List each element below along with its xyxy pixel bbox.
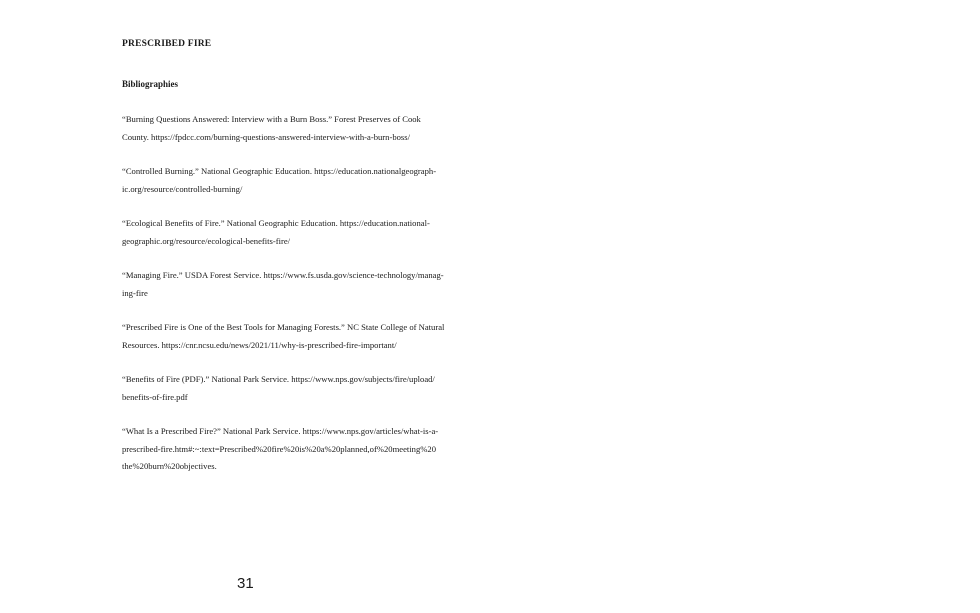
page-title: PRESCRIBED FIRE [122,39,212,49]
bibliography-entry [122,319,452,354]
bibliography-entry-line: the%20burn%20objectives. [122,461,217,471]
bibliography-entry [122,163,452,198]
bibliography-entry-line: County. https://fpdcc.com/burning-questions-answered-interview-with-a-burn-boss/ [122,131,410,142]
bibliography-entry [122,423,452,476]
bibliography-entry-line: prescribed-fire.htm#:~:text=Prescribed%20fire%20is%20a%20planned,of%20meeting%20 [122,443,436,454]
bibliography-entry-line: “Controlled Burning.” National Geographic Education. https://education.nationalgeograph- [122,166,437,176]
bibliography-list [122,111,452,493]
bibliography-entry-line: Resources. https://cnr.ncsu.edu/news/2021/11/why-is-prescribed-fire-important/ [122,339,397,350]
bibliography-entry [122,267,452,302]
bibliography-entry [122,215,452,250]
bibliography-entry-line: benefits-of-fire.pdf [122,391,188,402]
bibliography-entry [122,111,452,146]
bibliography-entry-line: “Managing Fire.” USDA Forest Service. https://www.fs.usda.gov/science-technology/manag- [122,270,444,280]
bibliography-entry-line: ic.org/resource/controlled-burning/ [122,183,243,194]
bibliography-entry-line: ing-fire [122,287,148,298]
bibliography-entry-line: “Ecological Benefits of Fire.” National Geographic Education. https://education.national- [122,218,430,228]
bibliography-entry-line: “Burning Questions Answered: Interview with a Burn Boss.” Forest Preserves of Cook [122,114,421,124]
bibliography-entry-line: “Prescribed Fire is One of the Best Tools for Managing Forests.” NC State College of Natural [122,322,445,332]
bibliography-entry-line: geographic.org/resource/ecological-benefits-fire/ [122,235,291,246]
page-number: 31 [237,575,254,592]
bibliography-entry-line: “Benefits of Fire (PDF).” National Park Service. https://www.nps.gov/subjects/fire/upload/ [122,374,435,384]
section-heading: Bibliographies [122,79,179,89]
bibliography-entry-line: “What Is a Prescribed Fire?” National Park Service. https://www.nps.gov/articles/what-is-a- [122,426,439,436]
bibliography-entry [122,371,452,406]
